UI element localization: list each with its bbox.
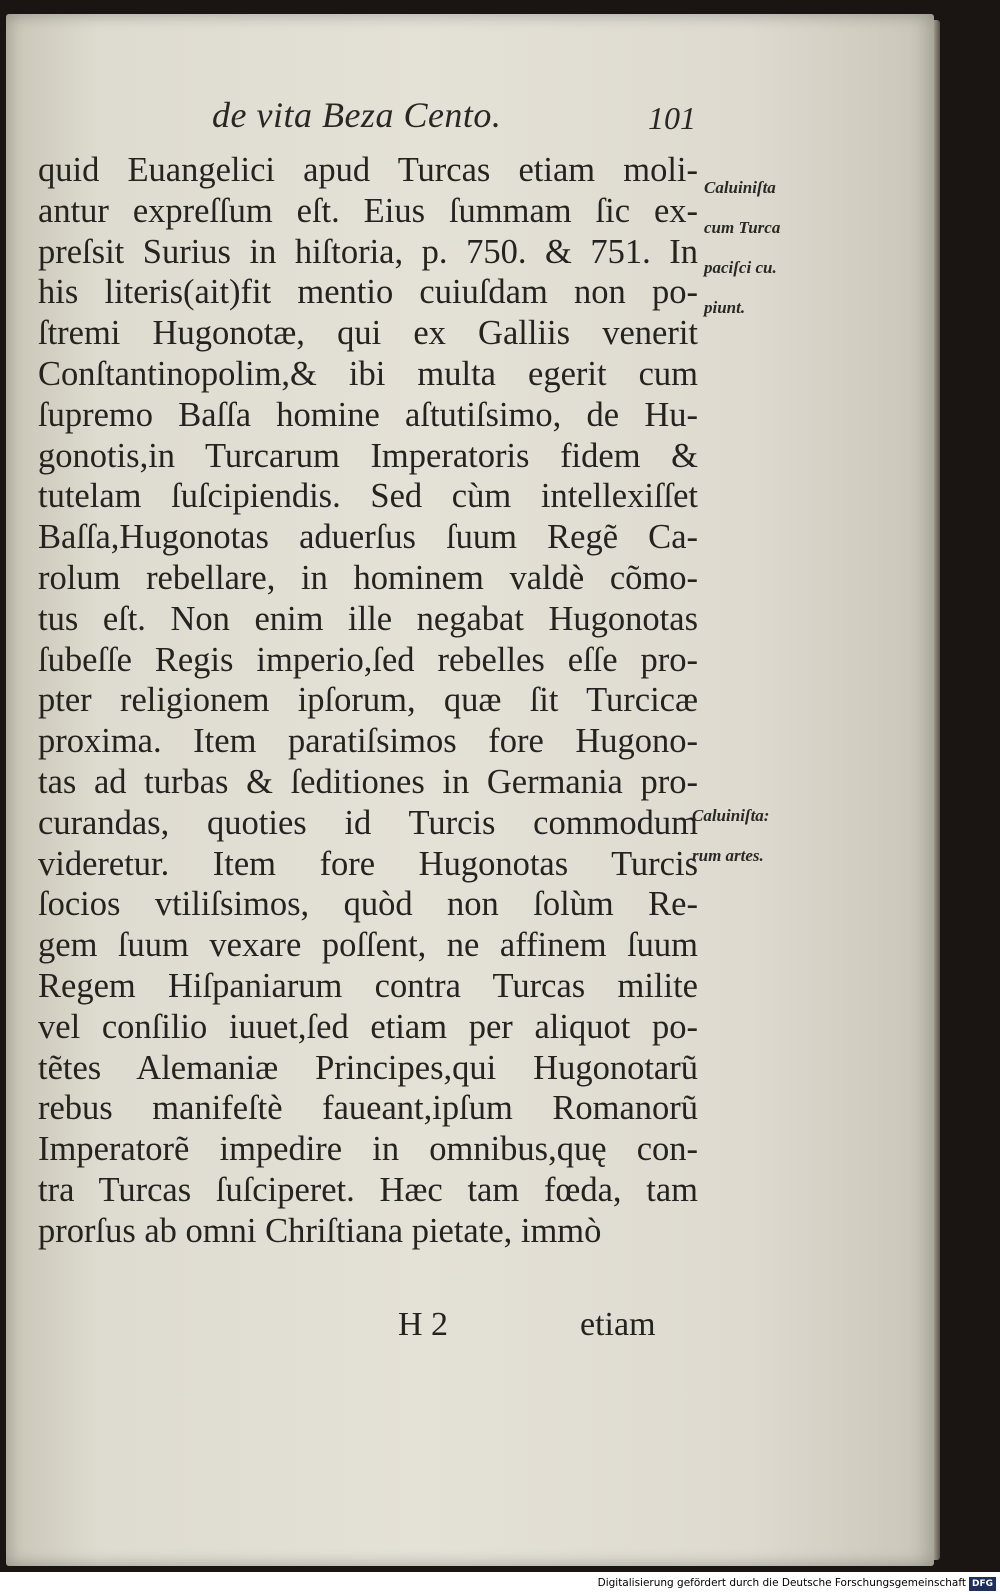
text-line: prorſus ab omni Chriſtiana pietate, immò — [38, 1211, 602, 1250]
page-number: 101 — [648, 100, 696, 136]
catchword: etiam — [580, 1306, 656, 1343]
text-line: rolum rebellare, in hominem valdè cõmo- — [38, 558, 698, 597]
text-line: Regem Hiſpaniarum contra Turcas milite — [38, 966, 698, 1005]
text-line: tẽtes Alemaniæ Principes,qui Hugonotarũ — [38, 1048, 698, 1087]
text-line: videretur. Item fore Hugonotas Turcis — [38, 844, 698, 883]
text-line: antur expreſſum eſt. Eius ſummam ſic ex- — [38, 191, 698, 230]
body-text — [38, 150, 698, 1252]
text-line: tutelam ſuſcipiendis. Sed cùm intellexiſſet — [38, 477, 698, 516]
text-line: curandas, quoties id Turcis commodum — [38, 803, 698, 842]
text-line: vel conſilio iuuet,ſed etiam per aliquot po- — [38, 1007, 698, 1046]
page-edge — [934, 20, 940, 1560]
running-head: de vita Beza Cento. — [212, 95, 502, 135]
margin-note-2 — [692, 796, 769, 876]
text-line: Imperatorẽ impedire in omnibus,quę con- — [38, 1130, 698, 1169]
signature-mark: H 2 — [398, 1306, 449, 1343]
text-line: ſtremi Hugonotæ, qui ex Galliis venerit — [38, 314, 698, 353]
margin-note-line: Caluiniſta — [704, 178, 776, 197]
text-line: rebus manifeſtè faueant,ipſum Romanorũ — [38, 1089, 698, 1128]
text-line: tas ad turbas & ſeditiones in Germania pro- — [38, 762, 698, 801]
text-line: ſocios vtiliſsimos, quòd non ſolùm Re- — [38, 885, 698, 924]
margin-note-line: rum artes. — [692, 846, 764, 865]
text-line: ſubeſſe Regis imperio,ſed rebelles eſſe pro- — [38, 640, 698, 679]
text-line: pter religionem ipſorum, quæ ſit Turcicæ — [38, 681, 698, 720]
text-line: his literis(ait)fit mentio cuiuſdam non po- — [38, 273, 698, 312]
margin-note-line: paciſci cu. — [704, 258, 777, 277]
footer-bar — [0, 1574, 1000, 1595]
text-line: tra Turcas ſuſciperet. Hæc tam fœda, tam — [38, 1170, 698, 1209]
text-line: ſupremo Baſſa homine aſtutiſsimo, de Hu- — [38, 395, 698, 434]
footer-credit: Digitalisierung gefördert durch die Deutsche Forschungsgemeinschaft — [597, 1577, 966, 1589]
margin-note-line: cum Turca — [704, 218, 781, 237]
text-line: Conſtantinopolim,& ibi multa egerit cum — [38, 354, 698, 393]
text-line: gonotis,in Turcarum Imperatoris fidem & — [38, 436, 698, 475]
text-line: Baſſa,Hugonotas aduerſus ſuum Regẽ Ca- — [38, 518, 698, 557]
text-line: preſsit Surius in hiſtoria, p. 750. & 751. In — [38, 232, 698, 271]
text-line: tus eſt. Non enim ille negabat Hugonotas — [38, 599, 698, 638]
margin-note-line: Caluiniſta: — [692, 806, 770, 825]
text-line: quid Euangelici apud Turcas etiam moli- — [38, 151, 698, 189]
dfg-logo-icon: DFG — [969, 1577, 996, 1591]
text-line: gem ſuum vexare poſſent, ne affinem ſuum — [38, 926, 698, 965]
text-line: proxima. Item paratiſsimos fore Hugono- — [38, 722, 698, 761]
margin-note-1 — [704, 168, 780, 328]
margin-note-line: piunt. — [704, 298, 746, 317]
